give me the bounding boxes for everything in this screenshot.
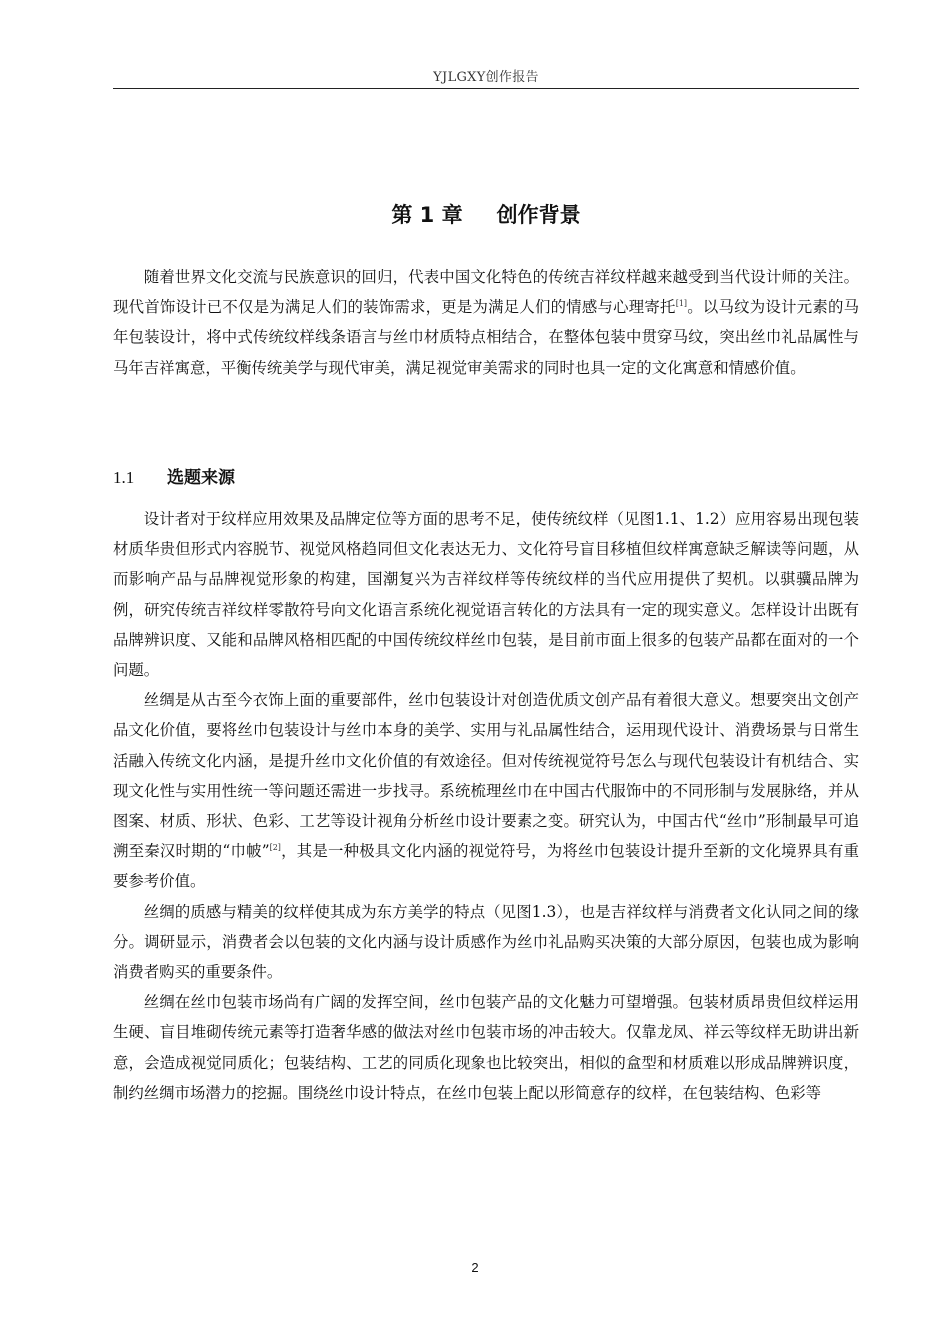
citation-ref[interactable]: [2] xyxy=(269,843,281,853)
section-title: 选题来源 xyxy=(167,468,235,488)
intro-text-a: 随着世界文化交流与民族意识的回归，代表中国文化特色的传统吉祥纹样越来越受到当代设计师的关注。现代首饰设计已不仅是为满足人们的装饰需求，更是为满足人们的情感与心理寄托 xyxy=(113,268,859,317)
section-paragraph-3: 丝绸的质感与精美的纹样使其成为东方美学的特点（见图1.3），也是吉祥纹样与消费者文化认同之间的缘分。调研显示，消费者会以包装的文化内涵与设计质感作为丝巾礼品购买决策的大部分原因，包装也成为影响消费者购买的重要条件。 xyxy=(113,902,859,982)
intro-text-b: 。以马纹为设计元素的马年包装设计，将中式传统纹样线条语言与丝巾材质特点相结合，在整体包装中贯穿马纹，突出丝巾礼品属性与马年吉祥寓意，平衡传统美学与现代审美，满足视觉审美需求的同时也具一定的文化寓意和情感价值。 xyxy=(113,298,859,377)
section-body xyxy=(113,504,859,1108)
chapter-name: 创作背景 xyxy=(496,203,581,227)
intro-paragraph xyxy=(113,262,859,383)
section-p2-text-b: ，其是一种极具文化内涵的视觉符号，为将丝巾包装设计提升至新的文化境界具有重要参考价值。 xyxy=(113,842,859,891)
citation-ref[interactable]: [1] xyxy=(675,299,688,309)
page-number: 2 xyxy=(471,1260,479,1275)
running-header: YJLGXY创作报告 xyxy=(433,70,539,85)
header-rule xyxy=(113,88,859,89)
chapter-number: 第 1 章 xyxy=(391,203,463,227)
section-paragraph-4: 丝绸在丝巾包装市场尚有广阔的发挥空间，丝巾包装产品的文化魅力可望增强。包装材质昂贵但纹样运用生硬、盲目堆砌传统元素等打造奢华感的做法对丝巾包装市场的冲击较大。仅靠龙凤、祥云等纹样无助讲出新意，会造成视觉同质化；包装结构、工艺的同质化现象也比较突出，相似的盒型和材质难以形成品牌辨识度，制约丝绸市场潜力的挖掘。围绕丝巾设计特点，在丝巾包装上配以形简意存的纹样，在包装结构、色彩等 xyxy=(113,993,859,1102)
section-paragraph-1: 设计者对于纹样应用效果及品牌定位等方面的思考不足，使传统纹样（见图1.1、1.2）应用容易出现包装材质华贵但形式内容脱节、视觉风格趋同但文化表达无力、文化符号盲目移植但纹样寓意缺乏解读等问题，从而影响产品与品牌视觉形象的构建，国潮复兴为吉祥纹样等传统纹样的当代应用提供了契机。以骐骥品牌为例，研究传统吉祥纹样零散符号向文化语言系统化视觉语言转化的方法具有一定的现实意义。怎样设计出既有品牌辨识度、又能和品牌风格相匹配的中国传统纹样丝巾包装，是目前市面上很多的包装产品都在面对的一个问题。 xyxy=(113,510,859,680)
section-number: 1.1 xyxy=(113,468,135,487)
intro-block xyxy=(113,262,859,383)
section-heading xyxy=(113,463,235,488)
section-paragraph-2 xyxy=(113,685,859,896)
chapter-title xyxy=(113,199,859,229)
section-p2-text-a: 丝绸是从古至今衣饰上面的重要部件，丝巾包装设计对创造优质文创产品有着很大意义。想要突出文创产品文化价值，要将丝巾包装设计与丝巾本身的美学、实用与礼品属性结合，运用现代设计、消费场景与日常生活融入传统文化内涵，是提升丝巾文化价值的有效途径。但对传统视觉符号怎么与现代包装设计有机结合、实现文化性与实用性统一等问题还需进一步找寻。系统梳理丝巾在中国古代服饰中的不同形制与发展脉络，并从图案、材质、形状、色彩、工艺等设计视角分析丝巾设计要素之变。研究认为，中国古代“丝巾”形制最早可追溯至秦汉时期的“巾帔” xyxy=(113,691,859,861)
